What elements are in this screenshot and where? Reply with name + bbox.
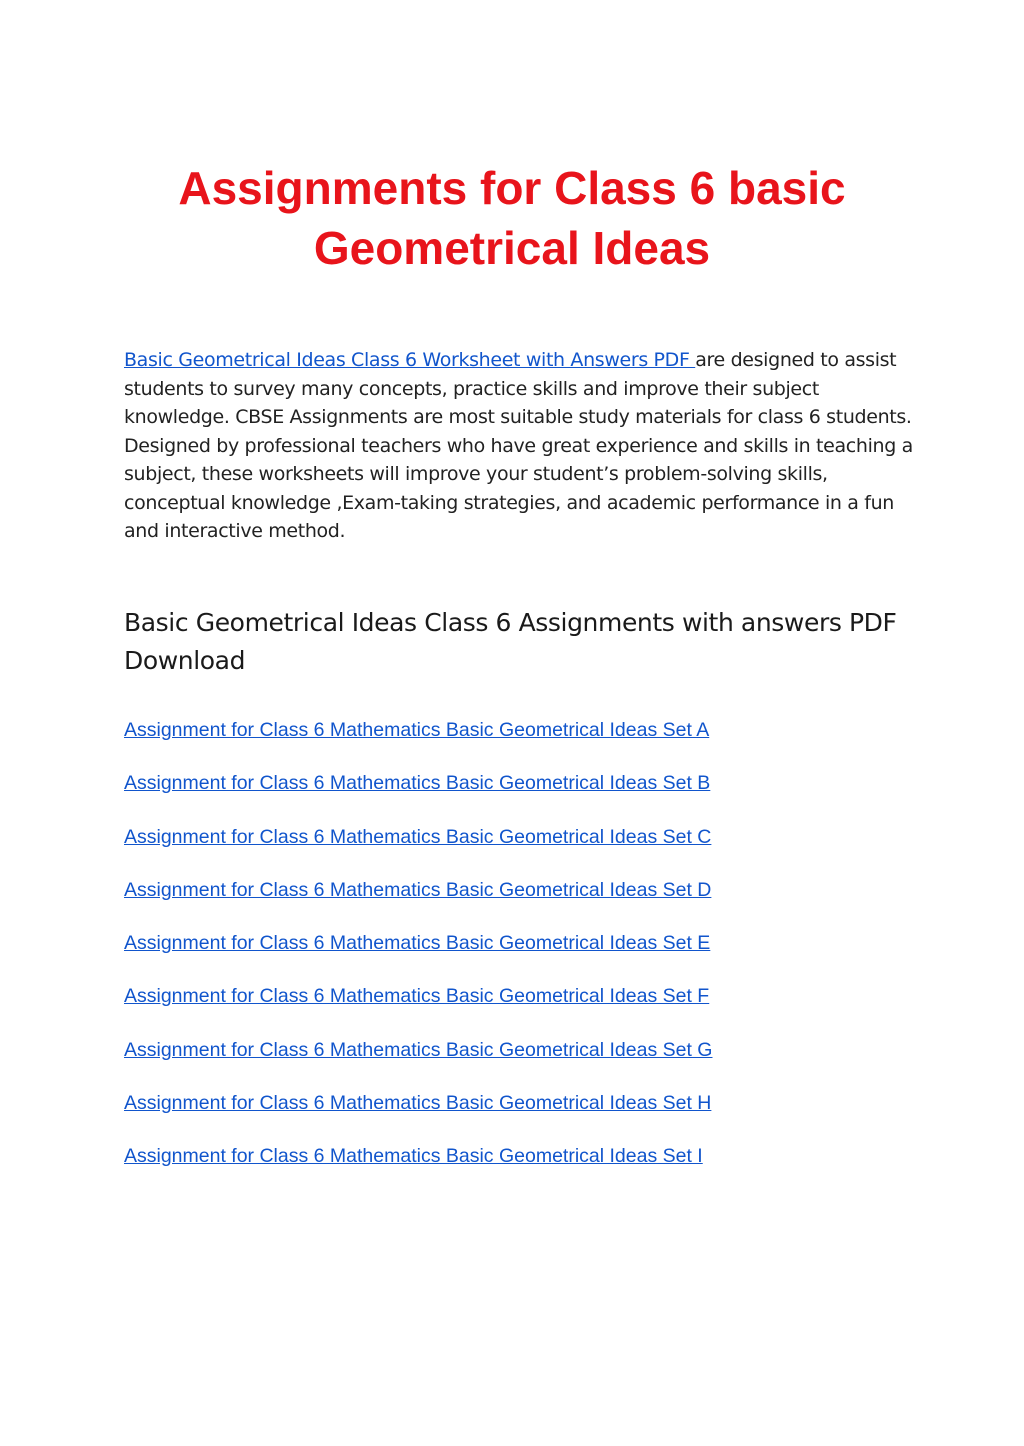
assignment-link-set-f[interactable]: Assignment for Class 6 Mathematics Basic Geometrical Ideas Set F bbox=[124, 985, 710, 1008]
list-item bbox=[124, 1036, 712, 1089]
assignment-link-set-i[interactable]: Assignment for Class 6 Mathematics Basic Geometrical Ideas Set I bbox=[124, 1145, 703, 1168]
list-item bbox=[124, 769, 712, 822]
intro-body-text: are designed to assist students to survey many concepts, practice skills and improve their subject knowledge. CBSE Assignments are most suitable study materials for class 6 students. Designed by professional teachers who have great experience and skills in teaching a subject, these worksheets will improve your student’s problem-solving skills, conceptual knowledge ,Exam-taking strategies, and academic performance in a fun and interactive method. bbox=[124, 349, 913, 542]
assignment-link-set-h[interactable]: Assignment for Class 6 Mathematics Basic Geometrical Ideas Set H bbox=[124, 1092, 712, 1115]
list-item bbox=[124, 823, 712, 876]
list-item bbox=[124, 1142, 712, 1195]
assignment-link-set-a[interactable]: Assignment for Class 6 Mathematics Basic Geometrical Ideas Set A bbox=[124, 719, 710, 741]
list-item bbox=[124, 716, 712, 769]
assignment-link-list bbox=[124, 716, 712, 1196]
intro-paragraph bbox=[124, 346, 914, 546]
list-item bbox=[124, 982, 712, 1035]
assignment-link-set-c[interactable]: Assignment for Class 6 Mathematics Basic Geometrical Ideas Set C bbox=[124, 825, 712, 848]
assignment-link-set-b[interactable]: Assignment for Class 6 Mathematics Basic Geometrical Ideas Set B bbox=[124, 772, 711, 795]
assignment-link-set-g[interactable]: Assignment for Class 6 Mathematics Basic Geometrical Ideas Set G bbox=[124, 1038, 713, 1061]
assignment-link-set-e[interactable]: Assignment for Class 6 Mathematics Basic Geometrical Ideas Set E bbox=[124, 932, 711, 955]
list-item bbox=[124, 929, 712, 982]
list-item bbox=[124, 876, 712, 929]
assignment-link-set-d[interactable]: Assignment for Class 6 Mathematics Basic Geometrical Ideas Set D bbox=[124, 878, 712, 901]
list-item bbox=[124, 1089, 712, 1142]
intro-worksheet-link[interactable]: Basic Geometrical Ideas Class 6 Worksheet with Answers PDF bbox=[124, 349, 696, 371]
page-title: Assignments for Class 6 basic Geometrical Ideas bbox=[178, 162, 846, 274]
section-heading: Basic Geometrical Ideas Class 6 Assignments with answers PDF Download bbox=[124, 608, 897, 675]
